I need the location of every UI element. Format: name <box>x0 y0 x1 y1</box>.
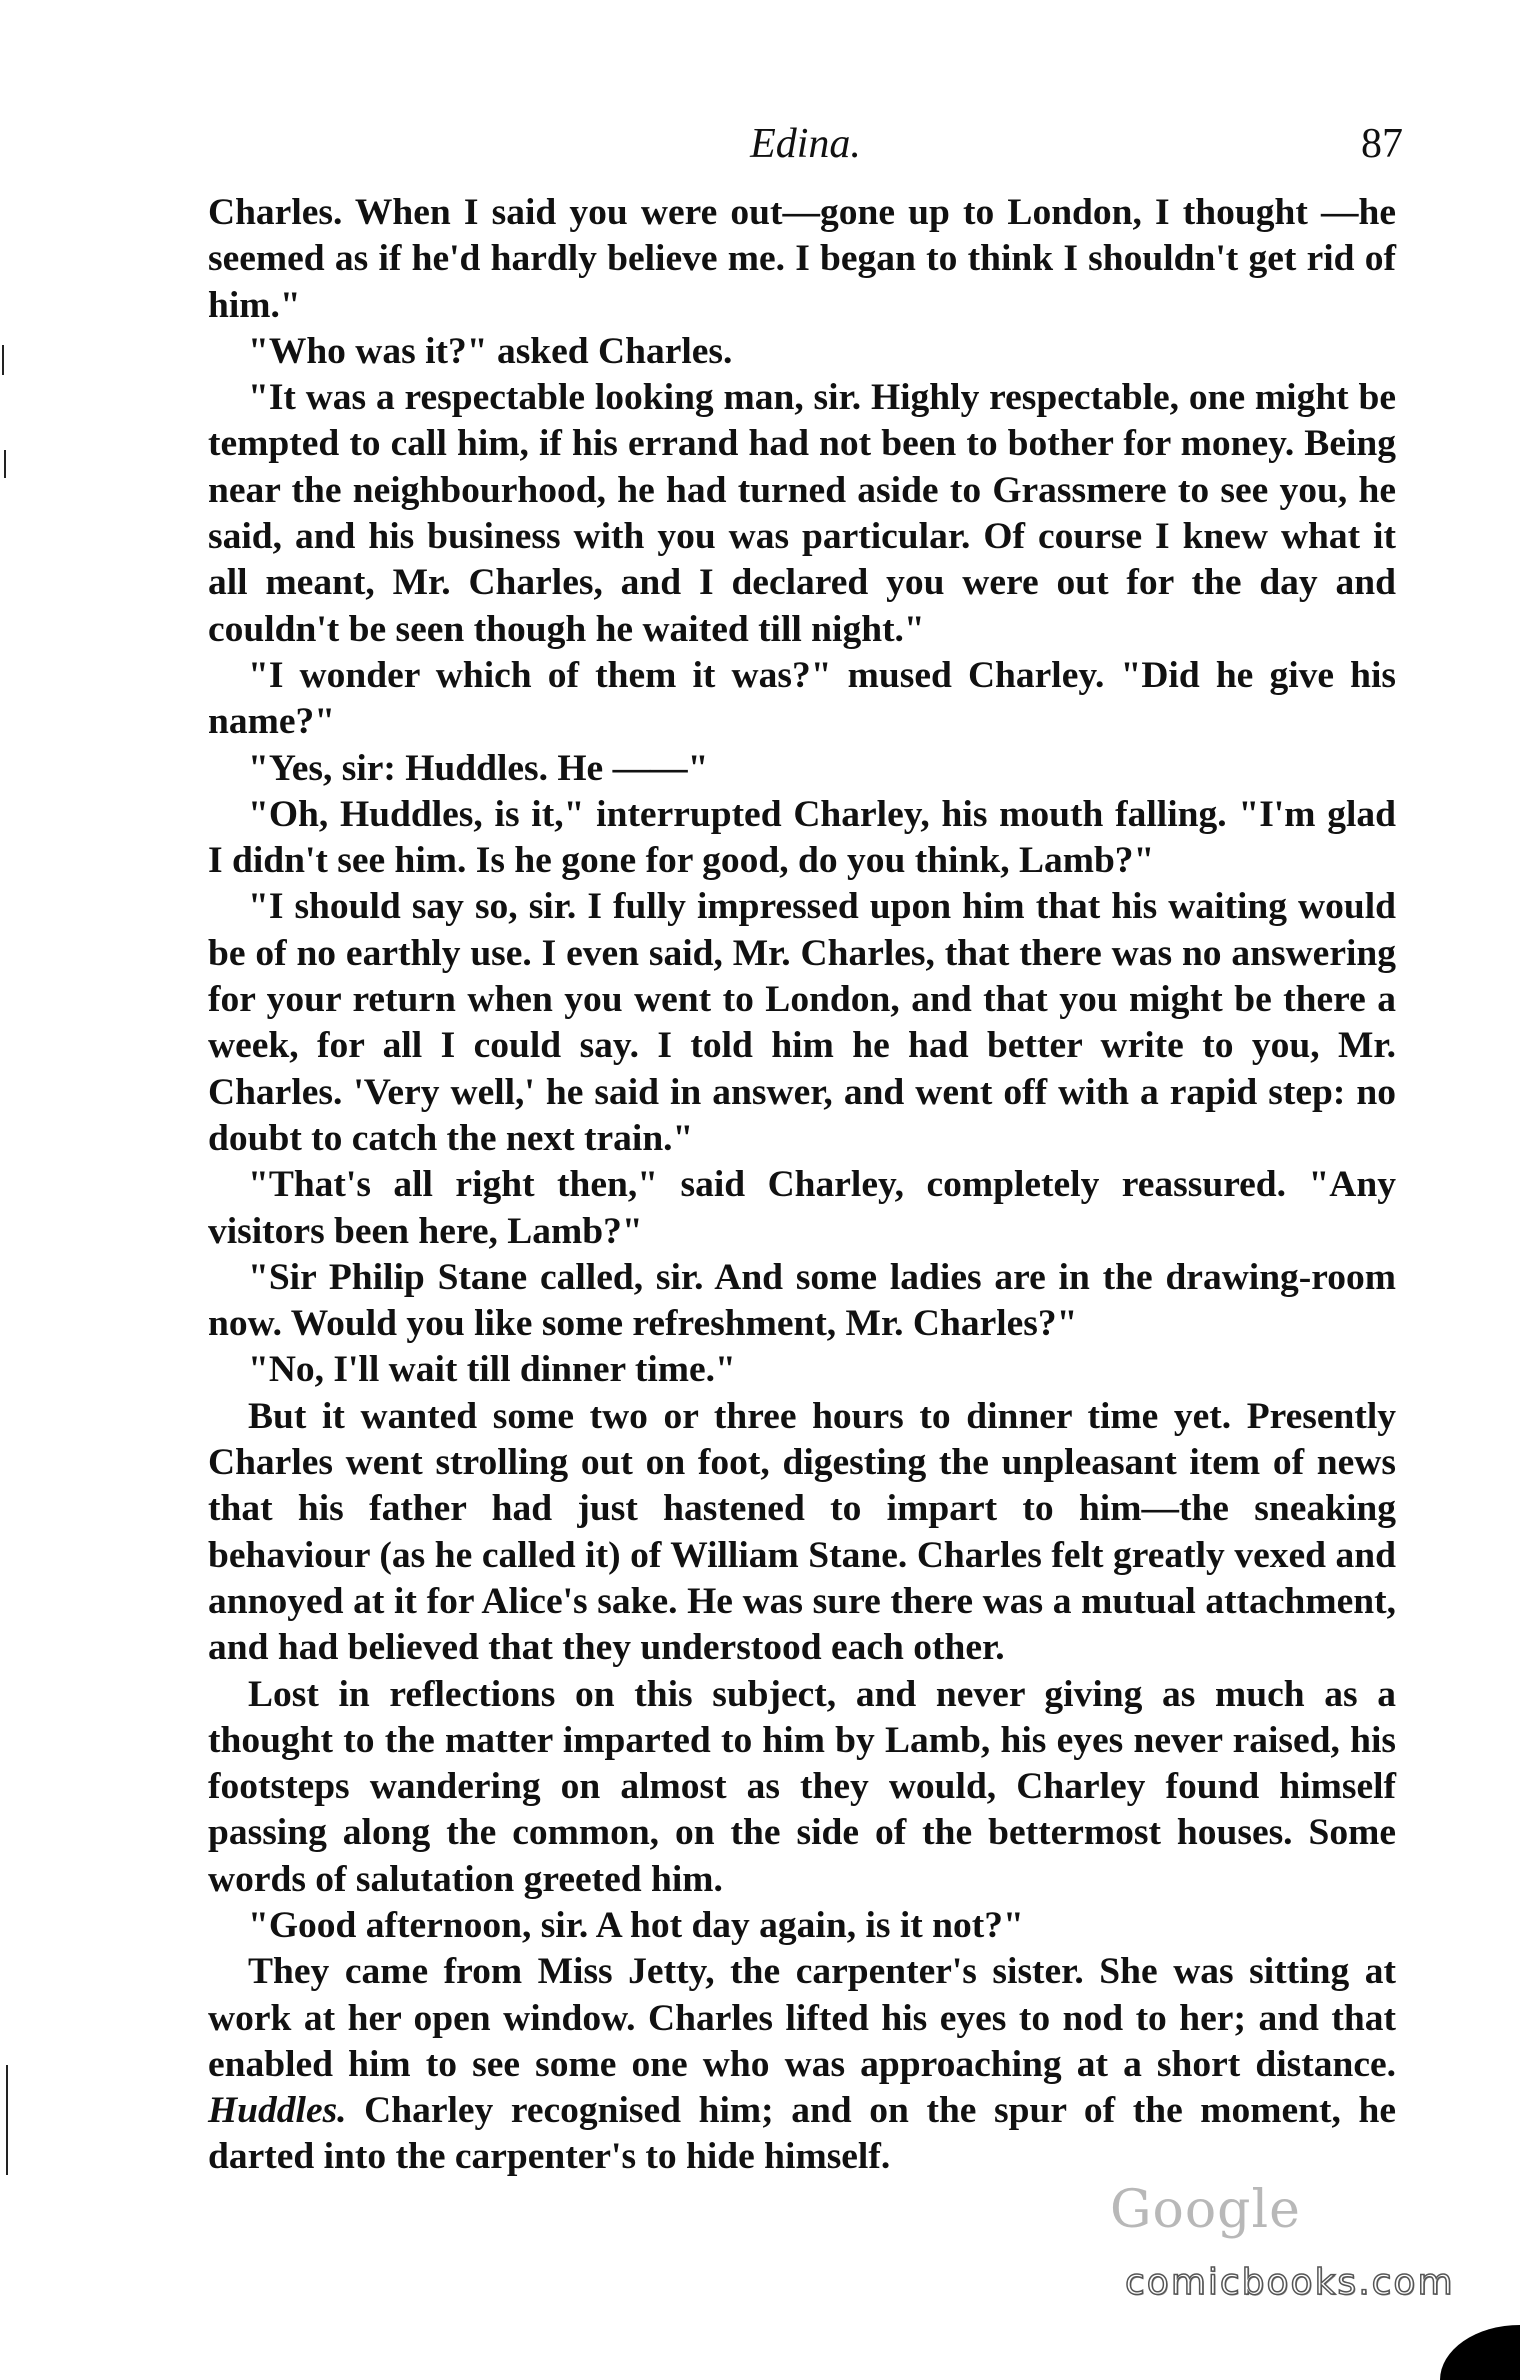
paragraph: "Good afternoon, sir. A hot day again, is it not?" <box>248 1904 1024 1946</box>
paragraph: "I should say so, sir. I fully impressed upon him that his waiting would be of no earthly use. I even said, Mr. Charles, that there was no answering for your return when you went to London, and that you might be there a week, for all I could say. I told him he had better write to you, Mr. Charles. 'Very well,' he said in answer, and went off with a rapid step: no doubt to catch the next train." <box>208 886 1396 1159</box>
paragraph: "Yes, sir: Huddles. He ——" <box>248 747 709 789</box>
running-head <box>208 112 1403 172</box>
paragraph: But it wanted some two or three hours to dinner time yet. Presently Charles went strolling out on foot, digesting the unpleasant item of news that his father had just hastened to impart to him—the sneaking behaviour (as he called it) of William Stane. Charles felt greatly vexed and annoyed at it for Alice's sake. He was sure there was a mutual attachment, and had believed that they understood each other. <box>208 1395 1396 1669</box>
paragraph: "Who was it?" asked Charles. <box>248 330 733 372</box>
margin-scan-mark <box>6 2065 8 2175</box>
corner-scan-blot <box>1440 2325 1520 2380</box>
page-number: 87 <box>1361 121 1403 167</box>
italic-name: Huddles. <box>208 2090 347 2132</box>
text-run: They came from Miss Jetty, the carpenter's sister. She was sitting at work at her open window. Charles lifted his eyes to nod to her; and that enabled him to see some one who was approaching at a short distance. <box>208 1951 1396 2085</box>
paragraph: Charles. When I said you were out—gone up to London, I thought —he seemed as if he'd hardly believe me. I began to think I shouldn't get rid of him." <box>208 192 1396 326</box>
paragraph: "I wonder which of them it was?" mused Charley. "Did he give his name?" <box>208 654 1396 743</box>
margin-scan-mark <box>4 450 6 478</box>
site-watermark: comicbooks.com <box>1125 2262 1455 2303</box>
paragraph: "No, I'll wait till dinner time." <box>248 1349 736 1391</box>
running-title: Edina. <box>750 121 861 167</box>
paragraph: Lost in reflections on this subject, and never giving as much as a thought to the matter imparted to him by Lamb, his eyes never raised, his footsteps wandering on almost as they would, Charley found himself passing along the common, on the side of the bettermost houses. Some words of salutation greeted him. <box>208 1673 1396 1900</box>
margin-scan-mark <box>2 345 4 375</box>
paragraph: "That's all right then," said Charley, completely reassured. "Any visitors been here, Lamb?" <box>208 1164 1396 1252</box>
paragraph: "Oh, Huddles, is it," interrupted Charley, his mouth falling. "I'm glad I didn't see him. Is he gone for good, do you think, Lamb?" <box>208 793 1396 882</box>
paragraph: "Sir Philip Stane called, sir. And some ladies are in the drawing-room now. Would you like some refreshment, Mr. Charles?" <box>208 1256 1396 1345</box>
body-text <box>208 190 1396 2181</box>
text-run: Charley recognised him; and on the spur of the moment, he darted into the carpenter's to hide himself. <box>208 2090 1396 2178</box>
paragraph-last <box>208 1949 1396 2180</box>
google-watermark: Google <box>1110 2180 1301 2240</box>
paragraph: "It was a respectable looking man, sir. Highly respectable, one might be tempted to call him, if his errand had not been to bother for money. Being near the neighbourhood, he had turned aside to Grassmere to see you, he said, and his business with you was particular. Of course I knew what it all meant, Mr. Charles, and I declared you were out for the day and couldn't be seen though he waited till night." <box>208 377 1396 650</box>
